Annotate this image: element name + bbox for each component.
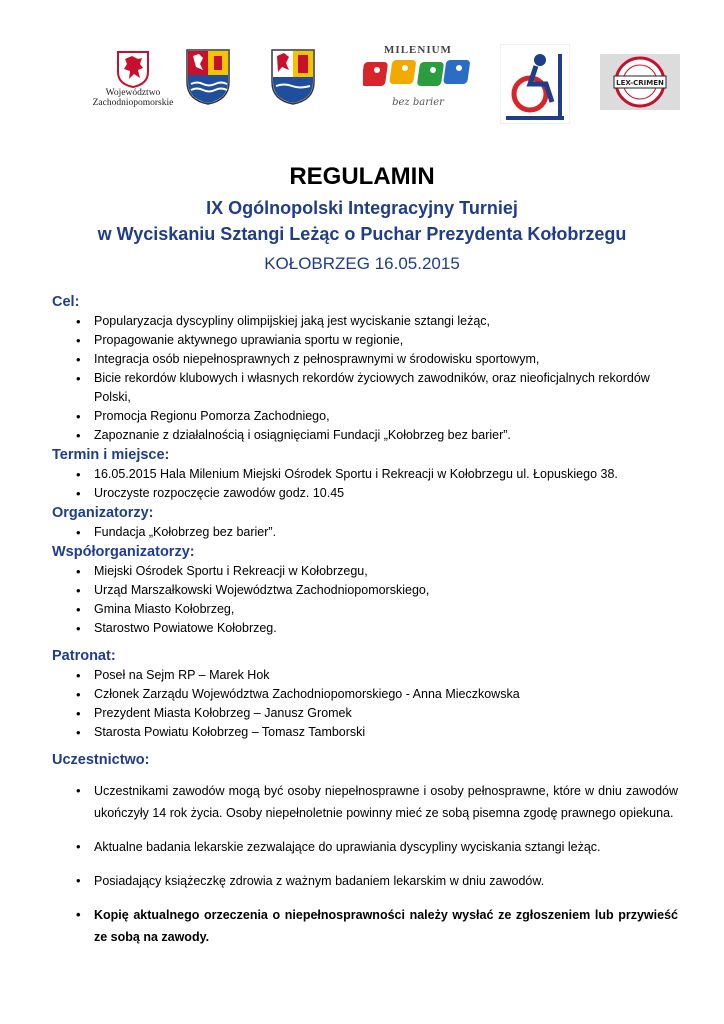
list-item: • 16.05.2015 Hala Milenium Miejski Ośrodek Sportu i Rekreacji w Kołobrzegu ul. Łopuskiego 38. [52, 465, 678, 484]
milenium-logo [358, 44, 478, 108]
list-item: • Gmina Miasto Kołobrzeg, [52, 600, 678, 619]
woj-name-line2: Zachodniopomorskie [92, 98, 174, 108]
section-wspolorganizatorzy [52, 542, 678, 638]
lex-text: LEX-CRIMEN [616, 79, 664, 87]
list-item: • Miejski Ośrodek Sportu i Rekreacji w Kołobrzegu, [52, 562, 678, 581]
list-item: • Bicie rekordów klubowych i własnych rekordów życiowych zawodników, oraz nieoficjalnych rekordów Polski, [52, 369, 678, 407]
section-heading: Patronat: [52, 648, 116, 664]
wojewodztwo-logo [78, 50, 188, 108]
list-item: • Członek Zarządu Województwa Zachodniopomorskiego - Anna Mieczkowska [52, 685, 678, 704]
section-heading: Organizatorzy: [52, 505, 154, 521]
list-item: • Prezydent Miasta Kołobrzeg – Janusz Gromek [52, 704, 678, 723]
patronat-list [52, 666, 678, 742]
list-item: • Urząd Marszałkowski Województwa Zachodniopomorskiego, [52, 581, 678, 600]
section-heading: Współorganizatorzy: [52, 544, 195, 560]
list-item: • Uroczyste rozpoczęcie zawodów godz. 10.45 [52, 484, 678, 503]
section-termin [52, 445, 678, 503]
list-item: • Uczestnikami zawodów mogą być osoby niepełnosprawne i osoby pełnosprawne, które w dniu zawodów ukończyły 14 rok życia. Osoby niepełnoletnie powinny mieć ze sobą pisemna zgodę prawnego opiekuna. [52, 780, 678, 824]
list-item: • Propagowanie aktywnego uprawiania sportu w regionie, [52, 331, 678, 350]
wheelchair-sport-logo-icon [500, 44, 570, 129]
subtitle-line-2: w Wyciskaniu Sztangi Leżąc o Puchar Prezydenta Kołobrzegu [97, 224, 627, 244]
organizatorzy-list [52, 523, 678, 542]
list-item: • Popularyzacja dyscypliny olimpijskiej jaką jest wyciskanie sztangi leżąc, [52, 312, 678, 331]
list-item: • Starosta Powiatu Kołobrzeg – Tomasz Tamborski [52, 723, 678, 742]
list-item: • Zapoznanie z działalnością i osiągnięciami Fundacji „Kołobrzeg bez barier”. [52, 426, 678, 445]
place-date: KOŁOBRZEG 16.05.2015 [264, 254, 460, 273]
section-cel [52, 292, 678, 445]
section-patronat [52, 646, 678, 742]
list-item: • Fundacja „Kołobrzeg bez barier”. [52, 523, 678, 542]
section-uczestnictwo [52, 750, 678, 948]
city-coat-of-arms-icon [185, 48, 231, 111]
list-item: • Kopię aktualnego orzeczenia o niepełnosprawności należy wysłać ze zgłoszeniem lub przywieść ze sobą na zawody. [52, 904, 678, 948]
subtitle-line-1: IX Ogólnopolski Integracyjny Turniej [206, 198, 518, 218]
list-item: • Posiadający książeczkę zdrowia z ważnym badaniem lekarskim w dniu zawodów. [52, 870, 678, 892]
sponsor-logos [60, 40, 690, 130]
section-organizatorzy [52, 503, 678, 542]
termin-list [52, 465, 678, 503]
wspolorganizatorzy-list [52, 562, 678, 638]
county-coat-of-arms-icon [270, 48, 316, 111]
section-heading: Cel: [52, 294, 80, 310]
griffin-emblem-icon [116, 50, 150, 88]
milenium-subtitle: bez barier [392, 97, 444, 108]
list-item: • Poseł na Sejm RP – Marek Hok [52, 666, 678, 685]
section-heading: Termin i miejsce: [52, 447, 170, 463]
sports-pictograms-icon [363, 56, 473, 90]
list-item: • Promocja Regionu Pomorza Zachodniego, [52, 407, 678, 426]
lex-crimen-logo-icon [600, 54, 680, 115]
woj-name-line1: Województwo [105, 88, 161, 98]
page-title: REGULAMIN [289, 163, 435, 190]
cel-list [52, 312, 678, 445]
list-item: • Starostwo Powiatowe Kołobrzeg. [52, 619, 678, 638]
section-heading: Uczestnictwo: [52, 752, 150, 768]
milenium-title: MILENIUM [384, 44, 452, 56]
list-item: • Integracja osób niepełnosprawnych z pełnosprawnymi w środowisku sportowym, [52, 350, 678, 369]
list-item: • Aktualne badania lekarskie zezwalające do uprawiania dyscypliny wyciskania sztangi leżąc. [52, 836, 678, 858]
regulations-body [52, 292, 678, 960]
uczestnictwo-list [52, 780, 678, 948]
